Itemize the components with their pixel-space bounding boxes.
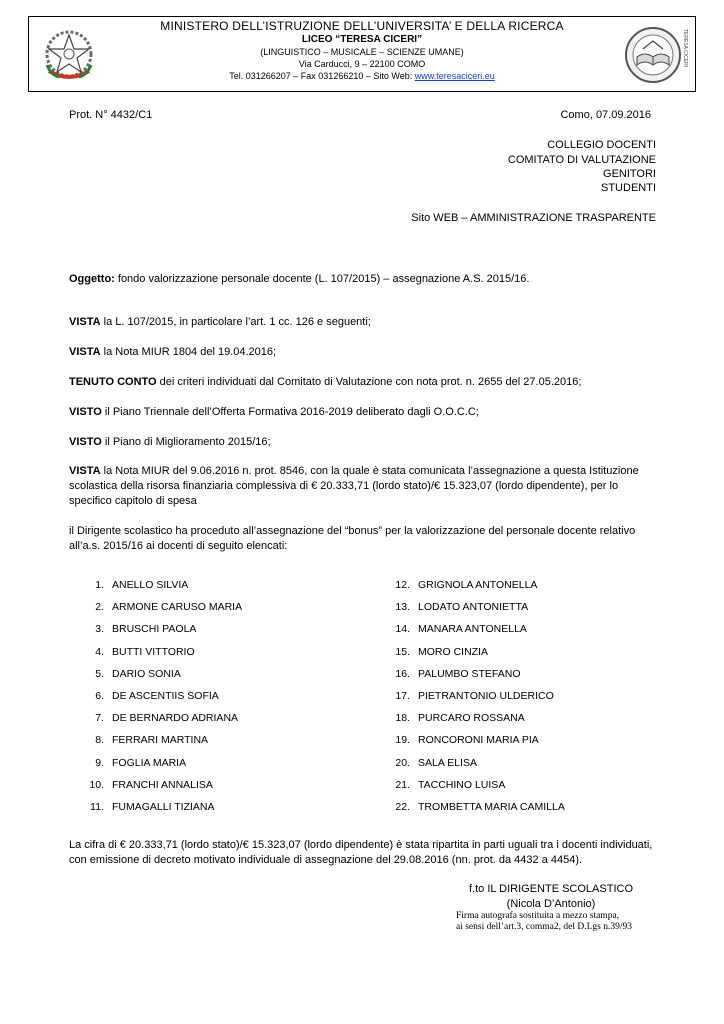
recipient: STUDENTI	[601, 182, 656, 194]
list-item: 14. MANARA ANTONELLA	[395, 623, 527, 636]
list-item: 10. FRANCHI ANNALISA	[89, 778, 213, 791]
school-address: Via Carducci, 9 – 22100 COMO	[298, 59, 426, 69]
list-item: 20. SALA ELISA	[395, 756, 477, 769]
website-link[interactable]: www.teresaciceri.eu	[414, 71, 495, 81]
school-logo-text: TERESA CICERI	[682, 29, 688, 68]
ministry-name: MINISTERO DELL’ISTRUZIONE DELL’UNIVERSITA’ E DELLA RICERCA	[160, 19, 564, 33]
list-item: 5. DARIO SONIA	[95, 667, 181, 680]
recipient: COMITATO DI VALUTAZIONE	[507, 154, 656, 166]
place-date: Como, 07.09.2016	[560, 109, 651, 121]
school-name: LICEO “TERESA CICERI”	[301, 34, 423, 45]
list-item: 9. FOGLIA MARIA	[95, 756, 187, 769]
list-item: 4. BUTTI VITTORIO	[95, 645, 195, 658]
list-item: 11. FUMAGALLI TIZIANA	[90, 800, 215, 813]
list-item: 19. RONCORONI MARIA PIA	[395, 734, 539, 747]
subject-line	[69, 272, 529, 287]
signature-note-line: ai sensi dell’art.3, comma2, del D.Lgs n.39/93	[456, 922, 632, 932]
list-item: 7. DE BERNARDO ADRIANA	[95, 712, 239, 725]
premise-lead: VISTO	[69, 436, 102, 448]
list-item: 17. PIETRANTONIO ULDERICO	[395, 689, 554, 702]
premise-text: il Piano di Miglioramento 2015/16;	[101, 436, 271, 448]
school-logo-icon	[623, 23, 687, 87]
recipient: COLLEGIO DOCENTI	[547, 139, 656, 151]
signature-note	[456, 911, 632, 933]
subject-label: Oggetto:	[69, 273, 115, 285]
letterhead-text	[119, 19, 605, 82]
closing-paragraph: La cifra di € 20.333,71 (lordo stato)/€ 15.323,07 (lordo dipendente) è stata ripartita in parti uguali tra i docenti individuati, con emissione di decreto motivato individuale di assegnazione del 29.08.2016 (nn. prot. da 4432 a 4454).	[69, 839, 653, 866]
list-item: 2. ARMONE CARUSO MARIA	[95, 601, 243, 614]
protocol-number: Prot. N° 4432/C1	[69, 109, 153, 121]
list-item: 16. PALUMBO STEFANO	[395, 667, 521, 680]
list-item: 22. TROMBETTA MARIA CAMILLA	[395, 800, 565, 813]
premise-text: dei criteri individuati dal Comitato di Valutazione con nota prot. n. 2655 del 27.05.2016;	[156, 376, 582, 388]
list-item: 15. MORO CINZIA	[395, 645, 488, 658]
premise-lead: VISTO	[69, 406, 102, 418]
signature-title: f.to IL DIRIGENTE SCOLASTICO	[468, 883, 634, 895]
school-tracks: (LINGUISTICO – MUSICALE – SCIENZE UMANE)	[260, 47, 464, 57]
premise-text: la Nota MIUR 1804 del 19.04.2016;	[100, 346, 277, 358]
premise	[69, 435, 271, 450]
list-item: 8. FERRARI MARTINA	[95, 734, 209, 747]
list-item: 13. LODATO ANTONIETTA	[395, 601, 529, 614]
premise-lead: TENUTO CONTO	[69, 376, 157, 388]
premise-text: la L. 107/2015, in particolare l’art. 1 cc. 126 e seguenti;	[100, 316, 371, 328]
premise	[69, 405, 479, 420]
premise-lead: VISTA	[69, 316, 101, 328]
list-item: 3. BRUSCHI PAOLA	[95, 623, 197, 636]
website-section-line: Sito WEB – AMMINISTRAZIONE TRASPARENTE	[411, 212, 656, 224]
teachers-list-left	[78, 578, 242, 822]
italian-republic-emblem-icon	[39, 25, 99, 85]
contacts-text: Tel. 031266207 – Fax 031266210 – Sito Web:	[229, 71, 415, 81]
decision-paragraph: il Dirigente scolastico ha proceduto all’assegnazione del “bonus” per la valorizzazione del personale docente relativo all’a.s. 2015/16 ai docenti di seguito elencati:	[69, 525, 636, 552]
signature-note-line: Firma autografa sostituita a mezzo stampa,	[456, 911, 620, 921]
list-item: 12. GRIGNOLA ANTONELLA	[395, 579, 538, 591]
school-contacts	[119, 70, 605, 82]
signature-name: (Nicola D’Antonio)	[506, 898, 596, 910]
list-item: 21. TACCHINO LUISA	[395, 778, 506, 791]
subject-text: fondo valorizzazione personale docente (L. 107/2015) – assegnazione A.S. 2015/16.	[114, 273, 530, 285]
premise-lead: VISTA	[69, 465, 101, 477]
recipient: GENITORI	[603, 168, 656, 180]
premise	[69, 464, 661, 509]
teachers-list-right	[384, 578, 565, 822]
letterhead	[28, 16, 696, 92]
list-item: 6. DE ASCENTIIS SOFIA	[95, 689, 219, 702]
premise	[69, 345, 276, 360]
list-item: 1. ANELLO SILVIA	[95, 579, 189, 591]
premise	[69, 315, 371, 330]
premise-text: il Piano Triennale dell’Offerta Formativa 2016-2019 deliberato dagli O.O.C.C;	[101, 406, 479, 418]
list-item: 18. PURCARO ROSSANA	[395, 712, 525, 725]
premise-lead: VISTA	[69, 346, 101, 358]
premise-text: la Nota MIUR del 9.06.2016 n. prot. 8546, con la quale è stata comunicata l’assegnazione a questa Istituzione scolastica della risorsa finanziaria complessiva di € 20.333,71 (lordo stato)/€ 15.323,07 (lordo dipendente), per lo specifico capitolo di spesa	[69, 465, 639, 507]
premise	[69, 375, 581, 390]
